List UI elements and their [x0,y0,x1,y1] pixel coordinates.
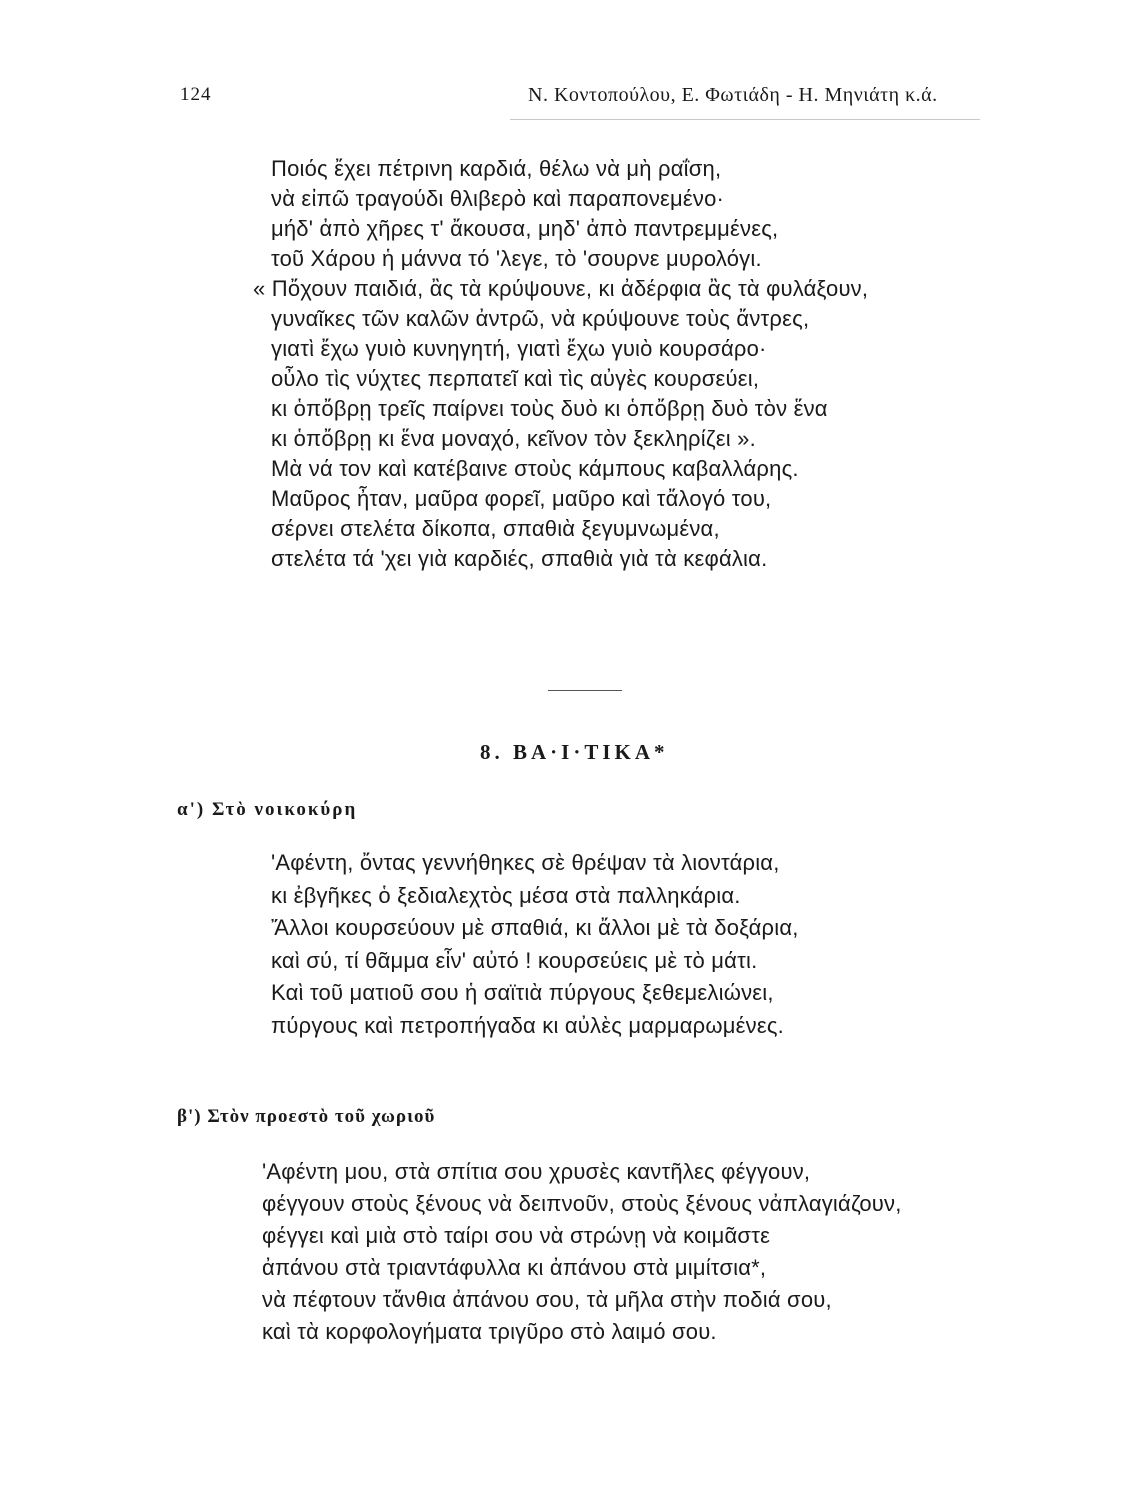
verse-line: καὶ σύ, τί θᾶμμα εἶν' αὐτό ! κουρσεύεις μὲ τὸ μάτι. [271,947,758,973]
verse-line: νὰ εἰπῶ τραγούδι θλιβερὸ καὶ παραπονεμένο· [271,186,725,211]
header-rule [510,119,980,120]
poem-stanza-1 [253,154,869,574]
verse-line: Ἄλλοι κουρσεύουν μὲ σπαθιά, κι ἄλλοι μὲ τὰ δοξάρια, [271,915,799,940]
section-title: 8. ΒΑ·Ι·ΤΙΚΑ* [480,740,669,764]
verse-line: κι ἐβγῆκες ὁ ξεδιαλεχτὸς μέσα στὰ παλληκάρια. [271,882,741,908]
verse-line: πύργους καὶ πετροπήγαδα κι αὐλὲς μαρμαρωμένες. [271,1012,784,1038]
verse-line: τοῦ Χάρου ἡ μάννα τό 'λεγε, τὸ 'σουρνε μυρολόγι. [271,246,762,271]
verse-line: γιατὶ ἔχω γυιὸ κυνηγητή, γιατὶ ἔχω γυιὸ κουρσάρο· [271,336,767,361]
poem-stanza-a [271,847,799,1042]
verse-line: οὖλο τὶς νύχτες περπατεῖ καὶ τὶς αὐγὲς κουρσεύει, [271,366,760,391]
verse-line: Ποιός ἔχει πέτρινη καρδιά, θέλω νὰ μὴ ραΐση, [271,156,722,181]
verse-line: 'Αφέντη μου, στὰ σπίτια σου χρυσὲς καντῆλες φέγγουν, [262,1159,811,1184]
page-number: 124 [180,84,212,105]
verse-line: ἀπάνου στὰ τριαντάφυλλα κι ἀπάνου στὰ μιμίτσια*, [262,1255,767,1280]
verse-line: « Πὄχουν παιδιά, ἂς τὰ κρύψουνε, κι ἀδέρφια ἂς τὰ φυλάξουν, [253,276,869,301]
section-divider [548,690,622,691]
verse-line: γυναῖκες τῶν καλῶν ἀντρῶ, νὰ κρύψουνε τοὺς ἄντρες, [271,306,810,331]
poem-stanza-b [262,1156,902,1348]
verse-line: στελέτα τά 'χει γιὰ καρδιές, σπαθιὰ γιὰ τὰ κεφάλια. [271,546,768,571]
verse-line: Μὰ νά τον καὶ κατέβαινε στοὺς κάμπους καβαλλάρης. [271,456,799,481]
verse-line: φέγγει καὶ μιὰ στὸ ταίρι σου νὰ στρώνῃ νὰ κοιμᾶστε [262,1223,771,1248]
verse-line: καὶ τὰ κορφολογήματα τριγῦρο στὸ λαιμό σου. [262,1319,717,1344]
verse-line: νὰ πέφτουν τἄνθια ἀπάνου σου, τὰ μῆλα στὴν ποδιά σου, [262,1287,832,1312]
verse-line: κι ὁπὄβρῃ κι ἕνα μοναχό, κεῖνον τὸν ξεκληρίζει ». [271,426,756,451]
verse-line: κι ὁπὄβρῃ τρεῖς παίρνει τοὺς δυὸ κι ὁπὄβρῃ δυὸ τὸν ἕνα [271,396,828,421]
verse-line: 'Αφέντη, ὄντας γεννήθηκες σὲ θρέψαν τὰ λιοντάρια, [271,850,780,875]
subheading-a: α') Στὸ νοικοκύρη [177,799,358,820]
verse-line: Μαῦρος ἦταν, μαῦρα φορεῖ, μαῦρο καὶ τἄλογό του, [271,486,772,511]
verse-line: σέρνει στελέτα δίκοπα, σπαθιὰ ξεγυμνωμένα, [271,516,720,541]
verse-line: μήδ' ἀπὸ χῆρες τ' ἄκουσα, μηδ' ἀπὸ παντρεμμένες, [271,216,779,241]
running-head: Ν. Κοντοπούλου, Ε. Φωτιάδη - Η. Μηνιάτη κ.ά. [528,84,938,106]
subheading-b: β') Στὸν προεστὸ τοῦ χωριοῦ [177,1106,436,1127]
verse-line: Καὶ τοῦ ματιοῦ σου ἡ σαϊτιὰ πύργους ξεθεμελιώνει, [271,980,774,1005]
verse-line: φέγγουν στοὺς ξένους νὰ δειπνοῦν, στοὺς ξένους νἀπλαγιάζουν, [262,1191,902,1216]
